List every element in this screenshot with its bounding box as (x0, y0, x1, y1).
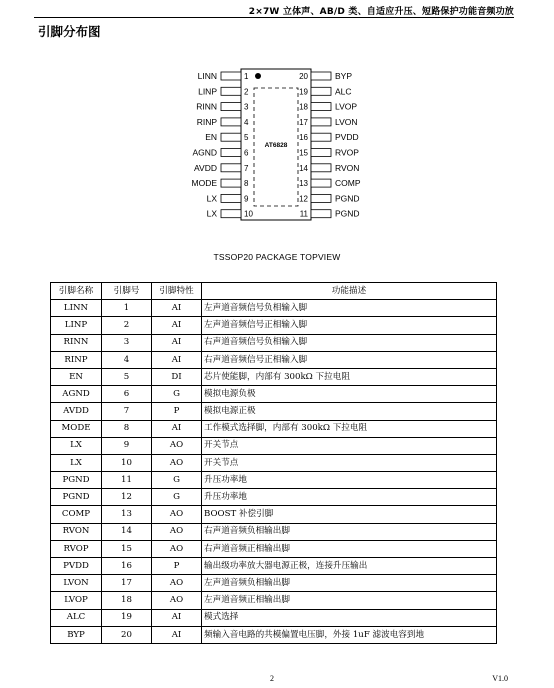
cell-pin-number: 19 (102, 609, 152, 626)
cell-pin-name: LX (51, 437, 102, 454)
cell-pin-type: G (152, 489, 202, 506)
cell-pin-number: 16 (102, 558, 152, 575)
cell-function: 左声道音频信号负相输入脚 (202, 300, 497, 317)
pin-lead (311, 194, 331, 202)
left-pin-4 (197, 117, 249, 127)
cell-pin-number: 11 (102, 472, 152, 489)
cell-function: 开关节点 (202, 454, 497, 471)
left-pin-1 (198, 71, 249, 81)
table-row (51, 454, 497, 471)
pin-number-label: 10 (244, 209, 253, 219)
cell-pin-name: RVON (51, 523, 102, 540)
table-row (51, 626, 497, 643)
cell-pin-type: AO (152, 506, 202, 523)
table-row (51, 558, 497, 575)
cell-function: 升压功率地 (202, 472, 497, 489)
cell-pin-name: LX (51, 454, 102, 471)
cell-pin-name: LINN (51, 300, 102, 317)
cell-pin-name: AGND (51, 386, 102, 403)
cell-function: 芯片使能脚，内部有 300kΩ 下拉电阻 (202, 368, 497, 385)
cell-pin-name: RINP (51, 351, 102, 368)
right-pin-11 (300, 209, 360, 219)
pin-lead (311, 210, 331, 218)
cell-pin-number: 13 (102, 506, 152, 523)
pin-lead (311, 179, 331, 187)
pin-number-label: 14 (299, 163, 308, 173)
pin-name-label: LX (206, 193, 217, 204)
pin-lead (311, 72, 331, 80)
pin-name-label: PGND (335, 193, 360, 204)
pin-lead (221, 87, 241, 95)
pin-lead (221, 194, 241, 202)
cell-pin-name: LVON (51, 575, 102, 592)
cell-function: BOOST 补偿引脚 (202, 506, 497, 523)
pin-name-label: LVON (335, 116, 358, 127)
cell-pin-number: 10 (102, 454, 152, 471)
cell-pin-type: AI (152, 334, 202, 351)
cell-function: 右声道音频正相输出脚 (202, 540, 497, 557)
pin-lead (311, 149, 331, 157)
cell-function: 模式选择 (202, 609, 497, 626)
table-row (51, 437, 497, 454)
section-title: 引脚分布图 (38, 24, 101, 39)
pin-name-label: RINN (196, 101, 217, 112)
cell-pin-type: P (152, 558, 202, 575)
left-pin-8 (192, 178, 250, 188)
cell-pin-number: 4 (102, 351, 152, 368)
cell-pin-number: 3 (102, 334, 152, 351)
cell-pin-name: COMP (51, 506, 102, 523)
cell-pin-name: EN (51, 368, 102, 385)
table-row (51, 523, 497, 540)
pin-lead (311, 133, 331, 141)
pin-name-label: MODE (191, 178, 217, 189)
cell-pin-number: 8 (102, 420, 152, 437)
cell-pin-type: AI (152, 317, 202, 334)
column-header-pin-name: 引脚名称 (51, 283, 102, 300)
cell-pin-name: LINP (51, 317, 102, 334)
cell-pin-number: 17 (102, 575, 152, 592)
pin-lead (221, 103, 241, 111)
pin-lead (221, 72, 241, 80)
right-pin-17 (299, 117, 357, 127)
left-pins (192, 71, 254, 219)
pin-number-label: 6 (244, 148, 249, 158)
pin-number-label: 8 (244, 179, 249, 189)
pin-number-label: 15 (299, 148, 308, 158)
right-pin-20 (299, 71, 352, 81)
cell-function: 左声道音频负相输出脚 (202, 575, 497, 592)
cell-pin-number: 20 (102, 626, 152, 643)
cell-pin-name: RINN (51, 334, 102, 351)
cell-pin-name: LVOP (51, 592, 102, 609)
cell-pin-type: P (152, 403, 202, 420)
cell-function: 左声道音频信号正相输入脚 (202, 317, 497, 334)
pin-name-label: ALC (335, 86, 352, 97)
right-pin-16 (299, 132, 359, 142)
pin-number-label: 3 (244, 102, 249, 112)
left-pin-7 (194, 163, 249, 173)
cell-pin-number: 18 (102, 592, 152, 609)
right-pins (299, 71, 361, 219)
cell-pin-name: PGND (51, 472, 102, 489)
pin-name-label: AGND (192, 147, 217, 158)
cell-pin-number: 2 (102, 317, 152, 334)
cell-pin-type: G (152, 472, 202, 489)
column-header-function: 功能描述 (202, 283, 497, 300)
cell-function: 工作模式选择脚，内部有 300kΩ 下拉电阻 (202, 420, 497, 437)
pin-number-label: 17 (299, 117, 308, 127)
pin-number-label: 20 (299, 72, 308, 81)
pin-number-label: 13 (299, 179, 308, 189)
cell-pin-name: PGND (51, 489, 102, 506)
cell-pin-name: RVOP (51, 540, 102, 557)
cell-pin-number: 1 (102, 300, 152, 317)
pin-number-label: 11 (299, 209, 308, 219)
pin-lead (221, 179, 241, 187)
right-pin-12 (299, 193, 359, 203)
left-pin-6 (192, 148, 249, 158)
pin-name-label: RVOP (335, 147, 359, 158)
pin-number-label: 9 (244, 194, 249, 204)
pin-lead (311, 87, 331, 95)
cell-pin-number: 7 (102, 403, 152, 420)
cell-pin-type: DI (152, 368, 202, 385)
cell-pin-type: AO (152, 540, 202, 557)
cell-function: 开关节点 (202, 437, 497, 454)
cell-pin-number: 14 (102, 523, 152, 540)
cell-pin-type: AI (152, 351, 202, 368)
table-row (51, 472, 497, 489)
table-row (51, 386, 497, 403)
table-row (51, 334, 497, 351)
version-label: V1.0 (492, 674, 508, 683)
pin-number-label: 2 (244, 87, 249, 97)
pin-name-label: LVOP (335, 101, 358, 112)
table-row (51, 592, 497, 609)
pin-lead (221, 149, 241, 157)
pin-name-label: LINP (198, 86, 217, 97)
cell-pin-number: 12 (102, 489, 152, 506)
cell-function: 模拟电源负极 (202, 386, 497, 403)
cell-function: 模拟电源正极 (202, 403, 497, 420)
pin-name-label: COMP (335, 178, 361, 189)
cell-pin-name: PVDD (51, 558, 102, 575)
pin-number-label: 7 (244, 163, 249, 173)
column-header-pin-type: 引脚特性 (152, 283, 202, 300)
pin-number-label: 5 (244, 133, 249, 143)
cell-pin-number: 5 (102, 368, 152, 385)
cell-pin-name: MODE (51, 420, 102, 437)
pin-name-label: EN (205, 132, 217, 143)
table-row (51, 609, 497, 626)
right-pin-15 (299, 148, 359, 158)
pin-name-label: PVDD (335, 132, 359, 143)
pin-number-label: 12 (299, 194, 308, 204)
cell-function: 输出级功率放大器电源正极，连接升压输出 (202, 558, 497, 575)
pin-lead (221, 118, 241, 126)
right-pin-18 (299, 102, 357, 112)
left-pin-10 (207, 209, 254, 219)
pin-name-label: LX (206, 208, 217, 219)
pin-number-label: 1 (244, 72, 249, 81)
cell-pin-name: ALC (51, 609, 102, 626)
cell-pin-type: AI (152, 420, 202, 437)
cell-pin-number: 6 (102, 386, 152, 403)
table-row (51, 300, 497, 317)
pin-number-label: 4 (244, 117, 249, 127)
table-row (51, 489, 497, 506)
pin-diagram (0, 0, 554, 250)
cell-pin-type: AO (152, 437, 202, 454)
table-row (51, 351, 497, 368)
pin-table-header-row (51, 283, 497, 300)
pin1-marker (255, 73, 261, 79)
cell-pin-type: AO (152, 523, 202, 540)
table-row (51, 317, 497, 334)
cell-pin-type: AI (152, 626, 202, 643)
pin-name-label: RINP (196, 116, 217, 127)
pin-lead (311, 164, 331, 172)
right-pin-19 (299, 86, 351, 96)
cell-pin-type: AO (152, 575, 202, 592)
table-row (51, 403, 497, 420)
cell-function: 右声道音频负相输出脚 (202, 523, 497, 540)
pin-lead (311, 103, 331, 111)
left-pin-3 (196, 102, 249, 112)
pin-lead (221, 133, 241, 141)
pin-table (50, 282, 497, 644)
cell-pin-number: 9 (102, 437, 152, 454)
table-row (51, 368, 497, 385)
table-row (51, 506, 497, 523)
cell-pin-type: AI (152, 300, 202, 317)
left-pin-9 (207, 193, 249, 203)
cell-pin-number: 15 (102, 540, 152, 557)
pin-lead (221, 210, 241, 218)
left-pin-5 (205, 132, 249, 142)
cell-function: 左声道音频正相输出脚 (202, 592, 497, 609)
page-number: 2 (270, 674, 274, 683)
chip-label: AT6828 (264, 142, 288, 149)
pin-name-label: AVDD (194, 162, 217, 173)
cell-function: 右声道音频信号正相输入脚 (202, 351, 497, 368)
right-pin-13 (299, 178, 361, 188)
column-header-pin-number: 引脚号 (102, 283, 152, 300)
cell-pin-name: BYP (51, 626, 102, 643)
cell-pin-type: G (152, 386, 202, 403)
left-pin-2 (198, 86, 249, 96)
pin-number-label: 18 (299, 102, 308, 112)
right-pin-14 (299, 163, 359, 173)
table-row (51, 575, 497, 592)
table-row (51, 540, 497, 557)
cell-pin-type: AO (152, 592, 202, 609)
pin-lead (311, 118, 331, 126)
pin-number-label: 16 (299, 133, 308, 143)
pin-name-label: LINN (197, 71, 217, 81)
pin-number-label: 19 (299, 87, 308, 97)
table-row (51, 420, 497, 437)
document-header-title: 2×7W 立体声、AB/D 类、自适应升压、短路保护功能音频功放 (248, 7, 514, 17)
cell-pin-type: AI (152, 609, 202, 626)
cell-function: 升压功率地 (202, 489, 497, 506)
pin-name-label: PGND (335, 208, 360, 219)
cell-function: 右声道音频信号负相输入脚 (202, 334, 497, 351)
pin-name-label: BYP (335, 71, 353, 81)
diagram-caption: TSSOP20 PACKAGE TOPVIEW (213, 252, 341, 262)
cell-function: 频输入音电路的共模偏置电压脚，外接 1uF 滤波电容到地 (202, 626, 497, 643)
cell-pin-name: AVDD (51, 403, 102, 420)
cell-pin-type: AO (152, 454, 202, 471)
pin-lead (221, 164, 241, 172)
pin-name-label: RVON (335, 162, 360, 173)
